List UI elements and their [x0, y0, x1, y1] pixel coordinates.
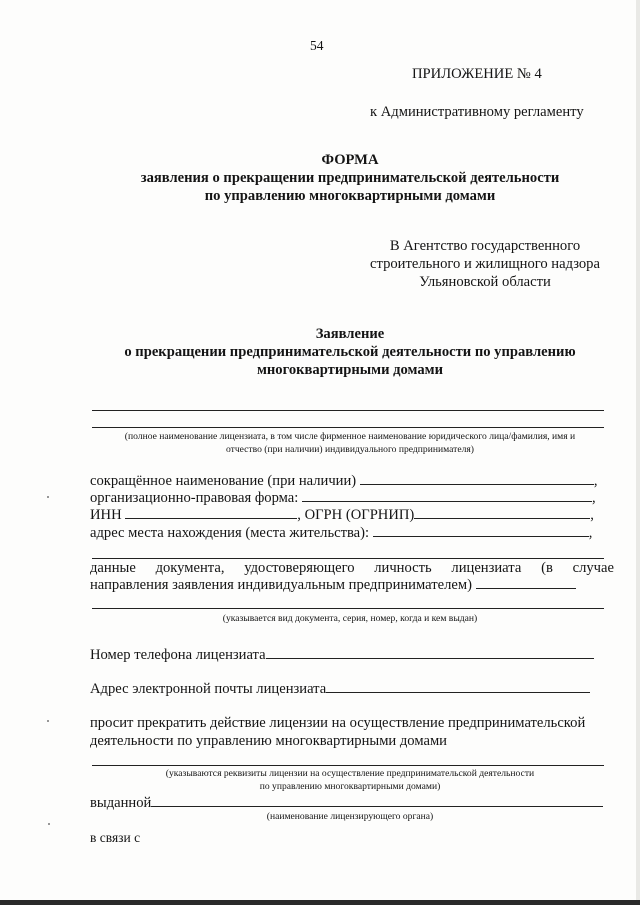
- scan-speck: [47, 496, 49, 498]
- phone-row: [90, 647, 610, 664]
- short-name-row: [90, 473, 610, 490]
- addressee-line-2: строительного и жилищного надзора: [370, 256, 600, 272]
- address-comma: ,: [588, 525, 593, 541]
- identity-word-4: личность: [374, 560, 432, 576]
- identity-text-line-1: [90, 560, 614, 577]
- identity-word-1: данные: [90, 560, 136, 576]
- identity-text-2: направления заявления индивидуальным предпринимателем): [90, 577, 472, 593]
- ogrn-field[interactable]: [414, 517, 590, 519]
- identity-word-3: удостоверяющего: [244, 560, 355, 576]
- issued-by-label: выданной: [90, 795, 152, 811]
- legal-form-field[interactable]: [302, 500, 592, 502]
- identity-word-5: лицензиата: [451, 560, 522, 576]
- identity-text-line-2: [90, 577, 610, 594]
- scan-speck: [47, 720, 49, 722]
- identity-document-field[interactable]: [476, 587, 576, 589]
- form-title: ФОРМА: [321, 152, 379, 168]
- ogrn-label: , ОГРН (ОГРНИП): [297, 507, 415, 523]
- inn-label: ИНН: [90, 507, 122, 523]
- license-details-line[interactable]: [92, 765, 604, 766]
- short-name-comma: ,: [593, 473, 598, 489]
- request-line-1: просит прекратить действие лицензии на осуществление предпринимательской: [90, 715, 586, 731]
- statement-subtitle-line-2: многоквартирными домами: [256, 362, 444, 378]
- reason-label: в связи с: [90, 830, 141, 845]
- addressee-line-3: Ульяновской области: [419, 274, 551, 290]
- issued-by-field[interactable]: [151, 805, 603, 807]
- short-name-label: сокращённое наименование (при наличии): [90, 473, 357, 489]
- license-details-note-1: (указываются реквизиты лицензии на осуществление предпринимательской деятельности: [165, 768, 535, 779]
- ogrn-comma: ,: [590, 507, 594, 523]
- address-extra-line[interactable]: [92, 558, 604, 559]
- identity-word-7: случае: [572, 560, 614, 576]
- inn-field[interactable]: [125, 517, 297, 519]
- phone-field[interactable]: [266, 657, 594, 659]
- legal-form-row: [90, 490, 610, 507]
- short-name-field[interactable]: [360, 483, 594, 485]
- legal-form-comma: ,: [591, 490, 596, 506]
- form-subtitle-line-1: заявления о прекращении предпринимательской деятельности: [140, 170, 560, 186]
- email-row: [90, 681, 610, 698]
- issuer-note: (наименование лицензирующего органа): [266, 811, 434, 822]
- statement-subtitle-line-1: о прекращении предпринимательской деятельности по управлению: [124, 344, 576, 360]
- issued-by-row: [90, 795, 610, 812]
- licensee-name-line-1[interactable]: [92, 410, 604, 411]
- identity-document-note: (указывается вид документа, серия, номер, когда и кем выдан): [222, 613, 478, 624]
- identity-document-line[interactable]: [92, 608, 604, 609]
- inn-ogrn-row: [90, 507, 610, 524]
- address-row: [90, 525, 610, 542]
- statement-title: Заявление: [315, 326, 385, 342]
- license-details-note-2: по управлению многоквартирными домами): [259, 781, 441, 792]
- identity-word-6: (в: [541, 560, 553, 576]
- form-subtitle-line-2: по управлению многоквартирными домами: [204, 188, 496, 204]
- identity-word-2: документа,: [155, 560, 225, 576]
- appendix-heading: ПРИЛОЖЕНИЕ № 4: [412, 66, 542, 82]
- appendix-reference: к Административному регламенту: [370, 104, 584, 120]
- address-label: адрес места нахождения (места жительства):: [90, 525, 370, 541]
- scan-edge-right: [636, 0, 640, 905]
- addressee-line-1: В Агентство государственного: [389, 238, 581, 254]
- email-field[interactable]: [326, 691, 590, 693]
- licensee-name-line-2[interactable]: [92, 427, 604, 428]
- address-field[interactable]: [373, 535, 589, 537]
- legal-form-label: организационно-правовая форма:: [90, 490, 299, 506]
- phone-label: Номер телефона лицензиата: [90, 647, 266, 663]
- scan-speck: [48, 823, 50, 825]
- page-number: 54: [310, 38, 324, 53]
- request-line-2: деятельности по управлению многоквартирными домами: [90, 733, 447, 749]
- licensee-name-note-1: (полное наименование лицензиата, в том числе фирменное наименование юридического лица/фамилия, имя и: [124, 431, 576, 442]
- email-label: Адрес электронной почты лицензиата: [90, 681, 327, 697]
- scan-edge-bottom: [0, 900, 640, 905]
- licensee-name-note-2: отчество (при наличии) индивидуального предпринимателя): [225, 444, 474, 455]
